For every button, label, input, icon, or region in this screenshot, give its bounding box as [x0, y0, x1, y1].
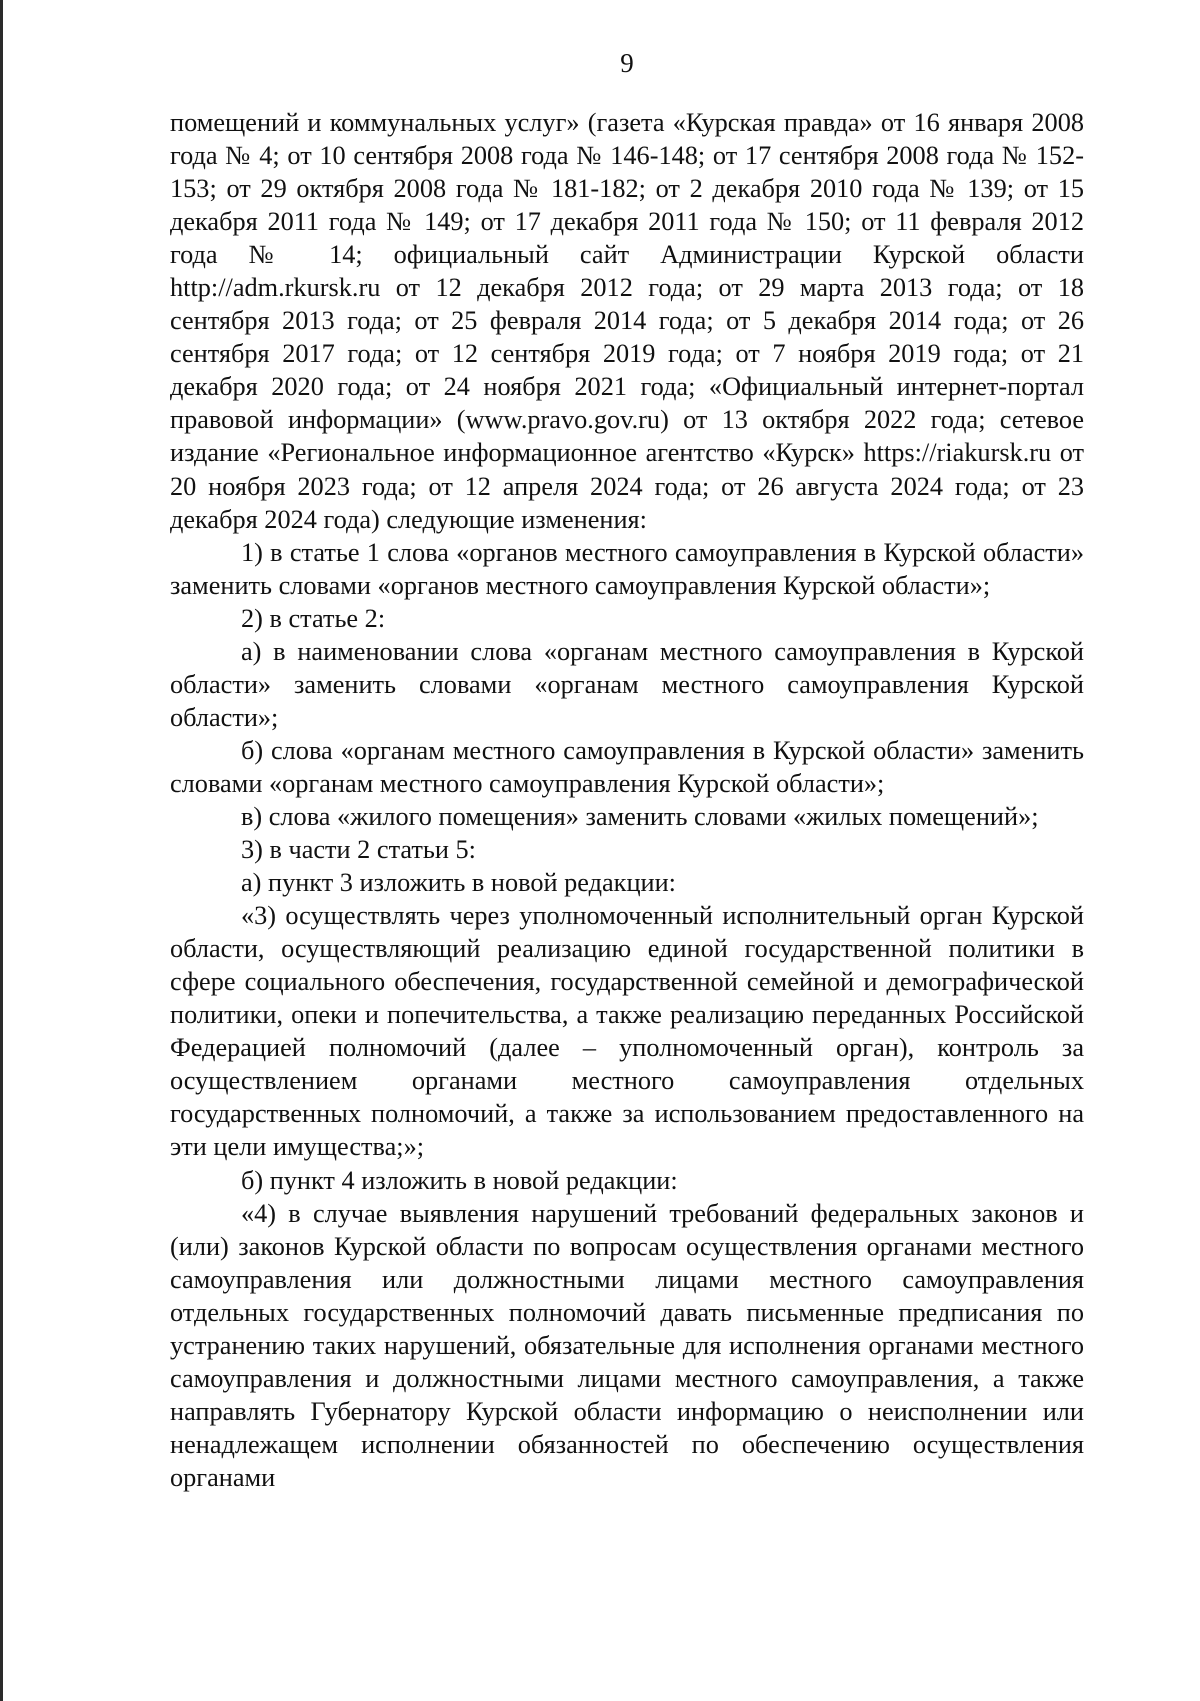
- item-2a: а) в наименовании слова «органам местного самоуправления в Курской области» заменить словами «органам местного самоуправления Курской области»;: [170, 636, 1084, 732]
- intro-paragraph: помещений и коммунальных услуг» (газета «Курская правда» от 16 января 2008 года № 4; от 10 сентября 2008 года № 146-148; от 17 сентября 2008 года № 152-153; от 29 октября 2008 года № 181-182; от 2 декабря 2010 года № 139; от 15 декабря 2011 года № 149; от 17 декабря 2011 года № 150; от 11 февраля 2012 года № 14; официальный сайт Администрации Курской области http://adm.rkursk.ru от 12 декабря 2012 года; от 29 марта 2013 года; от 18 сентября 2013 года; от 25 февраля 2014 года; от 5 декабря 2014 года; от 26 сентября 2017 года; от 12 сентября 2019 года; от 7 ноября 2019 года; от 21 декабря 2020 года; от 24 ноября 2021 года; «Официальный интернет-портал правовой информации» (www.pravo.gov.ru) от 13 октября 2022 года; сетевое издание «Региональное информационное агентство «Курск» https://riakursk.ru от 20 ноября 2023 года; от 12 апреля 2024 года; от 26 августа 2024 года; от 23 декабря 2024 года) следующие изменения:: [170, 108, 1084, 534]
- item-1-article-1: 1) в статье 1 слова «органов местного самоуправления в Курской области» заменить словами «органов местного самоуправления Курской области»;: [170, 537, 1084, 600]
- item-3a-heading: а) пункт 3 изложить в новой редакции:: [241, 868, 676, 898]
- item-3b-heading: б) пункт 4 изложить в новой редакции:: [241, 1165, 678, 1195]
- item-2-heading: 2) в статье 2:: [241, 603, 386, 633]
- item-2v: в) слова «жилого помещения» заменить словами «жилых помещений»;: [241, 801, 1039, 831]
- item-3a-text: «3) осуществлять через уполномоченный исполнительный орган Курской области, осуществляющий реализацию единой государственной политики в сфере социального обеспечения, государственной семейной и демографической политики, опеки и попечительства, а также реализацию переданных Российской Федерацией полномочий (далее – уполномоченный орган), контроль за осуществлением органами местного самоуправления отдельных государственных полномочий, а также за использованием предоставленного на эти цели имущества;»;: [170, 901, 1084, 1162]
- page-number: 9: [620, 48, 634, 78]
- item-2b: б) слова «органам местного самоуправления в Курской области» заменить словами «органам местного самоуправления Курской области»;: [170, 735, 1084, 798]
- item-3-heading: 3) в части 2 статьи 5:: [241, 835, 476, 865]
- scan-left-edge: [0, 0, 3, 1701]
- document-body: [170, 106, 1084, 1494]
- item-3b-text: «4) в случае выявления нарушений требований федеральных законов и (или) законов Курской области по вопросам осуществления органами местного самоуправления или должностными лицами местного самоуправления отдельных государственных полномочий давать письменные предписания по устранению таких нарушений, обязательные для исполнения органами местного самоуправления и должностными лицами местного самоуправления, а также направлять Губернатору Курской области информацию о неисполнении или ненадлежащем исполнении обязанностей по обеспечению осуществления органами: [170, 1198, 1084, 1492]
